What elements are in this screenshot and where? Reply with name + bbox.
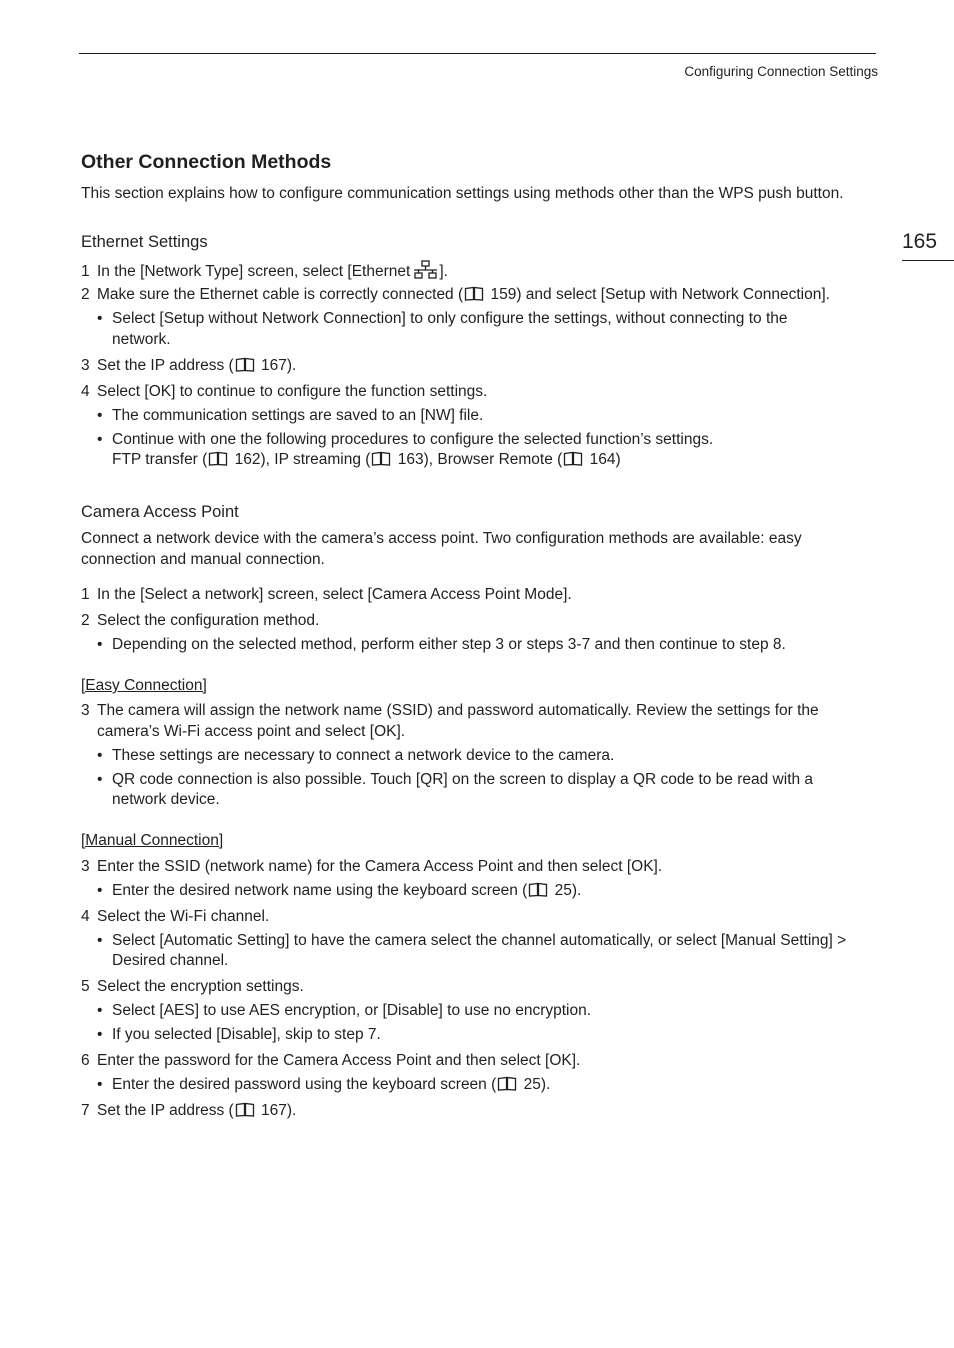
- manual-bullet-2: • Select [Automatic Setting] to have the camera select the channel automatically, or select [Manual Setting] >: [97, 931, 112, 952]
- ethernet-step-2: 2 Make sure the Ethernet cable is correctly connected ( 159) and select [Setup with Network Connection].: [81, 285, 830, 306]
- easy-step-3: 3 The camera will assign the network name (SSID) and password automatically. Review the settings for the: [81, 701, 819, 722]
- step-number: 7: [81, 1102, 90, 1119]
- step-number: 1: [81, 263, 90, 280]
- easy-bullet-1: • These settings are necessary to connect a network device to the camera.: [97, 746, 112, 767]
- book-reference-icon: [208, 451, 228, 466]
- manual-bullet-3: • Select [AES] to use AES encryption, or [Disable] to use no encryption.: [97, 1001, 112, 1022]
- book-reference-icon: [235, 1102, 255, 1117]
- ethernet-bullet-2: • The communication settings are saved to an [NW] file.: [97, 406, 112, 427]
- bullet-marker: •: [97, 1076, 103, 1093]
- step-number: 6: [81, 1052, 90, 1069]
- bullet-marker: •: [97, 771, 103, 788]
- manual-bullet-1: • Enter the desired network name using the keyboard screen ( 25).: [97, 881, 112, 902]
- section-title: Other Connection Methods: [81, 151, 332, 173]
- ethernet-bullet-1: • Select [Setup without Network Connection] to only configure the settings, without connecting to the: [97, 309, 112, 330]
- easy-connection-label: [Easy Connection]: [81, 677, 207, 694]
- book-reference-icon: [528, 882, 548, 897]
- manual-step-3: 3 Enter the SSID (network name) for the Camera Access Point and then select [OK].: [81, 857, 662, 878]
- bullet-marker: •: [97, 747, 103, 764]
- page-number-rule: [902, 260, 954, 261]
- easy-step-3-cont: camera’s Wi-Fi access point and select [OK].: [97, 723, 406, 740]
- page-number: 165: [902, 230, 938, 253]
- book-reference-icon: [235, 357, 255, 372]
- section-intro: This section explains how to configure communication settings using methods other than the WPS push button.: [81, 185, 844, 202]
- book-reference-icon: [464, 286, 484, 301]
- camera-ap-step-2: 2 Select the configuration method.: [81, 611, 319, 632]
- camera-ap-intro-line1: Connect a network device with the camera’s access point. Two configuration methods are available: easy: [81, 530, 802, 547]
- ethernet-step-4: 4 Select [OK] to continue to configure the function settings.: [81, 382, 487, 403]
- bullet-marker: •: [97, 932, 103, 949]
- step-number: 3: [81, 702, 90, 719]
- step-number: 4: [81, 383, 90, 400]
- book-reference-icon: [371, 451, 391, 466]
- camera-ap-step-1: 1 In the [Select a network] screen, select [Camera Access Point Mode].: [81, 585, 572, 606]
- ethernet-bullet-3: • Continue with one the following procedures to configure the selected function’s settings.: [97, 430, 112, 451]
- easy-bullet-2: • QR code connection is also possible. Touch [QR] on the screen to display a QR code to be read with a: [97, 770, 112, 791]
- bullet-marker: •: [97, 431, 103, 448]
- bullet-marker: •: [97, 407, 103, 424]
- manual-step-6: 6 Enter the password for the Camera Access Point and then select [OK].: [81, 1051, 580, 1072]
- step-number: 2: [81, 612, 90, 629]
- manual-bullet-5: • Enter the desired password using the keyboard screen ( 25).: [97, 1075, 112, 1096]
- book-reference-icon: [497, 1076, 517, 1091]
- running-head: Configuring Connection Settings: [684, 64, 878, 79]
- bullet-marker: •: [97, 882, 103, 899]
- book-reference-icon: [563, 451, 583, 466]
- step-number: 5: [81, 978, 90, 995]
- manual-bullet-4: • If you selected [Disable], skip to step 7.: [97, 1025, 112, 1046]
- bullet-marker: •: [97, 1002, 103, 1019]
- manual-step-4: 4 Select the Wi-Fi channel.: [81, 907, 269, 928]
- ethernet-step-1: 1 In the [Network Type] screen, select [Ethernet ].: [81, 260, 448, 283]
- step-number: 4: [81, 908, 90, 925]
- bullet-marker: •: [97, 310, 103, 327]
- manual-step-7: 7 Set the IP address ( 167).: [81, 1101, 296, 1122]
- ethernet-heading: Ethernet Settings: [81, 233, 208, 251]
- step-number: 3: [81, 858, 90, 875]
- camera-ap-intro-line2: connection and manual connection.: [81, 551, 325, 568]
- step-number: 3: [81, 357, 90, 374]
- header-rule: [79, 53, 876, 54]
- step-number: 1: [81, 586, 90, 603]
- ethernet-network-icon: [413, 260, 439, 280]
- camera-ap-heading: Camera Access Point: [81, 503, 239, 521]
- manual-step-5: 5 Select the encryption settings.: [81, 977, 304, 998]
- ethernet-step-3: 3 Set the IP address ( 167).: [81, 356, 296, 377]
- camera-ap-bullet-1: • Depending on the selected method, perform either step 3 or steps 3-7 and then continue to step 8.: [97, 635, 112, 656]
- bullet-marker: •: [97, 636, 103, 653]
- step-number: 2: [81, 286, 90, 303]
- bullet-marker: •: [97, 1026, 103, 1043]
- manual-connection-label: [Manual Connection]: [81, 832, 224, 849]
